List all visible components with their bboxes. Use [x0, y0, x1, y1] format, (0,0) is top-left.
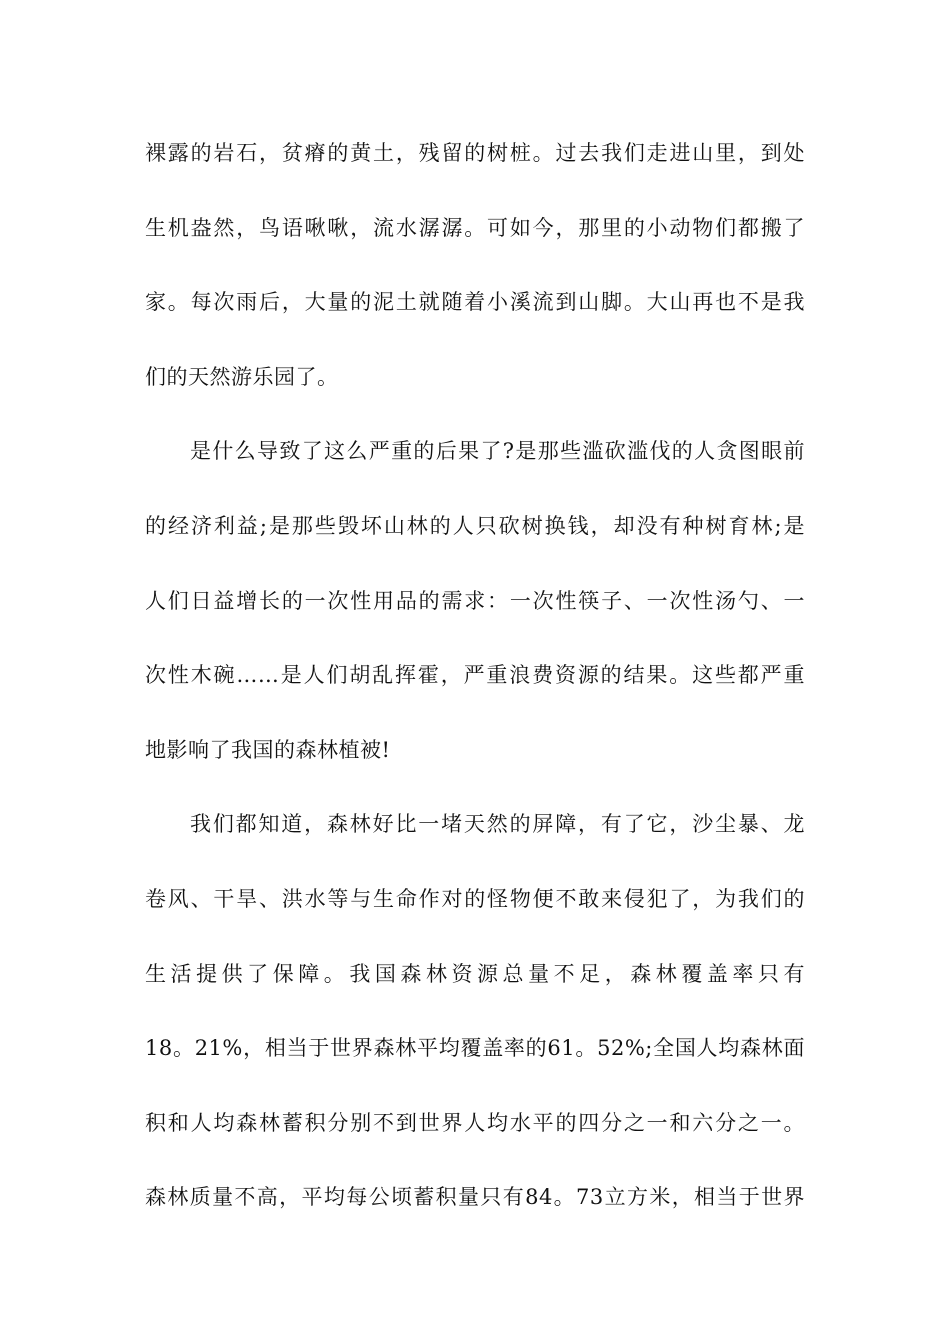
text-line: 卷风、干旱、洪水等与生命作对的怪物便不敢来侵犯了，为我们的 [145, 886, 805, 911]
text-line: 森林质量不高，平均每公顷蓄积量只有84。73立方米，相当于世界 [145, 1185, 805, 1210]
text-line: 我们都知道，森林好比一堵天然的屏障，有了它，沙尘暴、龙 [190, 812, 805, 837]
text-line: 生机盎然，鸟语啾啾，流水潺潺。可如今，那里的小动物们都搬了 [145, 215, 805, 240]
text-line: 18。21%，相当于世界森林平均覆盖率的61。52%;全国人均森林面 [145, 1036, 805, 1061]
text-line: 是什么导致了这么严重的后果了?是那些滥砍滥伐的人贪图眼前 [190, 439, 805, 464]
text-line: 的经济利益;是那些毁坏山林的人只砍树换钱，却没有种树育林;是 [145, 513, 805, 538]
text-line: 生活提供了保障。我国森林资源总量不足，森林覆盖率只有 [145, 961, 805, 986]
text-line: 裸露的岩石，贫瘠的黄土，残留的树桩。过去我们走进山里，到处 [145, 141, 805, 165]
text-line: 们的天然游乐园了。 [145, 364, 339, 389]
text-line: 家。每次雨后，大量的泥土就随着小溪流到山脚。大山再也不是我 [145, 290, 805, 315]
document-body [145, 133, 805, 1252]
text-line: 人们日益增长的一次性用品的需求：一次性筷子、一次性汤勺、一 [145, 588, 805, 613]
text-line: 积和人均森林蓄积分别不到世界人均水平的四分之一和六分之一。 [145, 1110, 805, 1135]
text-line: 次性木碗……是人们胡乱挥霍，严重浪费资源的结果。这些都严重 [145, 663, 805, 688]
text-line: 地影响了我国的森林植被! [145, 737, 391, 762]
